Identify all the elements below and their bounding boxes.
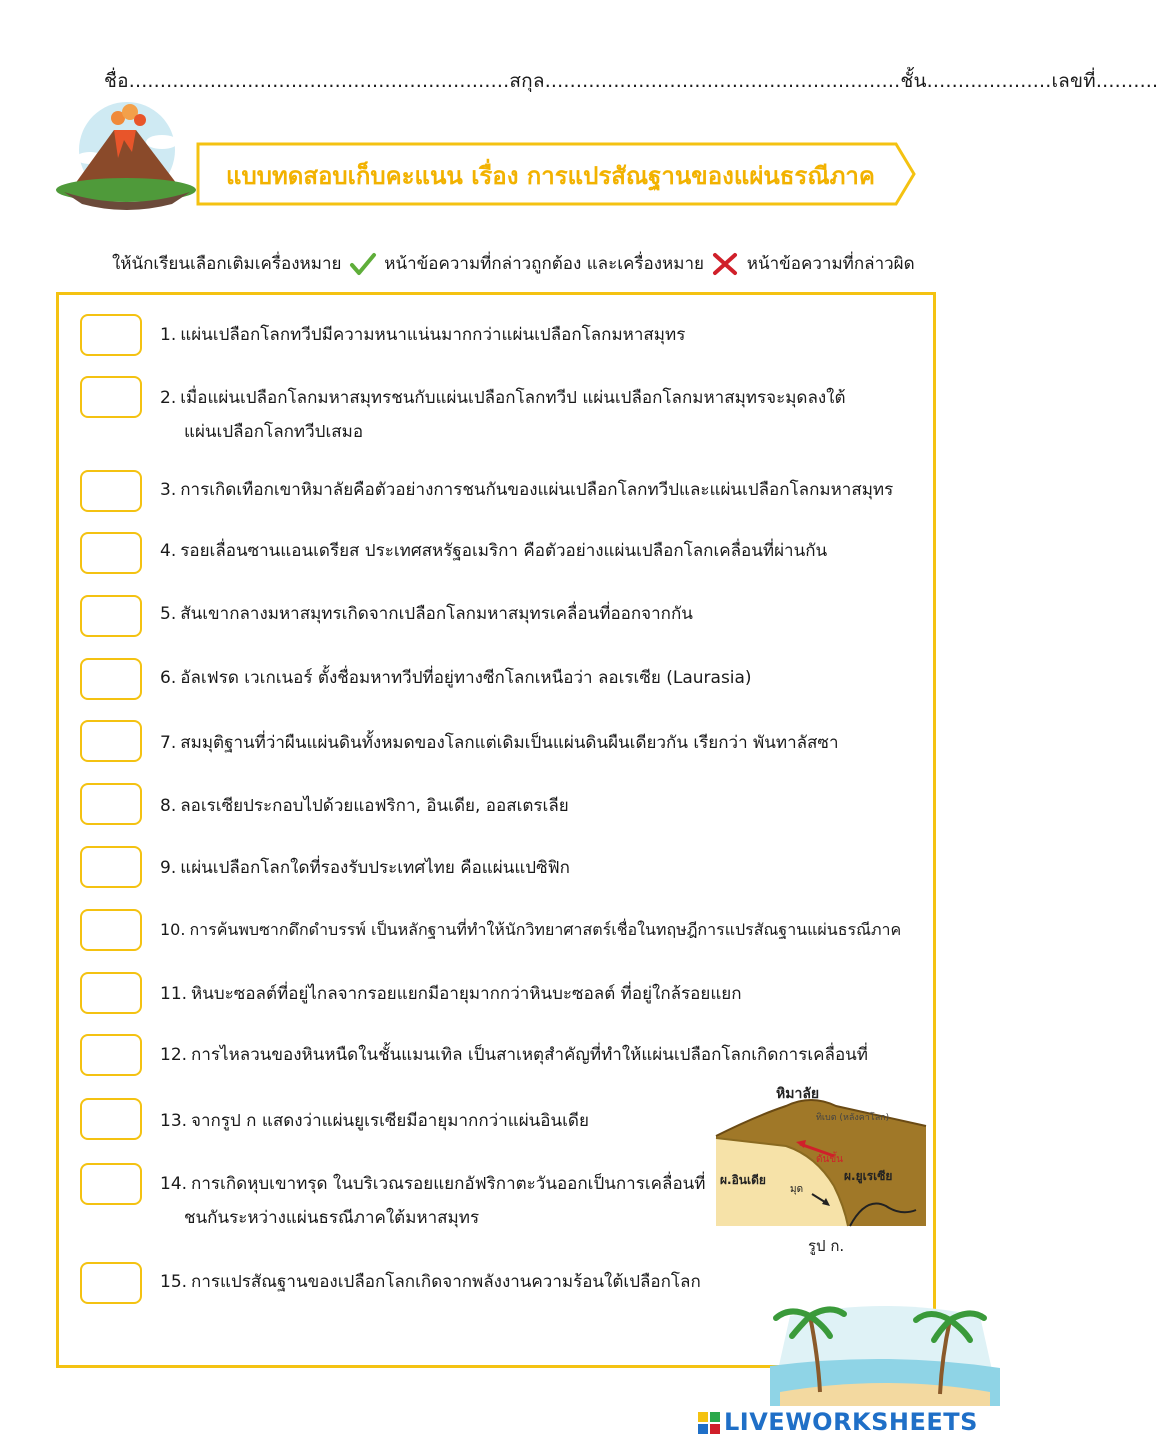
question-number: 4. [160,541,177,561]
answer-box-10[interactable] [80,909,142,951]
answer-box-8[interactable] [80,783,142,825]
question-text: อัลเฟรด เวเกเนอร์ ตั้งชื่อมหาทวีปที่อยู่ทางซีกโลกเหนือว่า ลอเรเซีย (Laurasia) [180,668,752,688]
answer-box-11[interactable] [80,972,142,1014]
answer-box-12[interactable] [80,1034,142,1076]
answer-box-14[interactable] [80,1163,142,1205]
question-1 [160,318,685,352]
beach-illustration [770,1296,1000,1406]
question-number: 9. [160,858,177,878]
label-india: ผ.อินเดีย [720,1173,766,1187]
answer-box-3[interactable] [80,470,142,512]
number-label: เลขที่ [1051,70,1096,92]
question-text: การไหลวนของหินหนืดในชั้นแมนเทิล เป็นสาเหตุสำคัญที่ทำให้แผ่นเปลือกโลกเกิดการเคลื่อนที่ [191,1045,868,1065]
question-text: จากรูป ก แสดงว่าแผ่นยูเรเซียมีอายุมากกว่าแผ่นอินเดีย [191,1111,589,1131]
question-text: สมมุติฐานที่ว่าผืนแผ่นดินทั้งหมดของโลกแต่เดิมเป็นแผ่นดินผืนเดียวกัน เรียกว่า พันทาลัสซา [180,733,839,753]
instruction [112,250,915,277]
question-4 [160,534,827,568]
surname-field[interactable]: ......................................................... [544,70,901,92]
number-field[interactable]: .......... [1095,70,1158,92]
question-number: 11. [160,984,188,1004]
question-text: การเกิดเทือกเขาหิมาลัยคือตัวอย่างการชนกันของแผ่นเปลือกโลกทวีปและแผ่นเปลือกโลกมหาสมุทร [180,480,894,500]
question-text: รอยเลื่อนซานแอนเดรียส ประเทศสหรัฐอเมริกา คือตัวอย่างแผ่นเปลือกโลกเคลื่อนที่ผ่านกัน [180,541,828,561]
question-number: 1. [160,325,177,345]
answer-box-5[interactable] [80,595,142,637]
liveworksheets-brand [698,1408,978,1436]
name-label: ชื่อ [104,70,129,92]
name-field[interactable]: ............................................................. [128,70,510,92]
question-number: 15. [160,1272,188,1292]
question-7 [160,726,839,760]
figure-caption: รูป ก. [808,1237,845,1255]
instruction-part2: หน้าข้อความที่กล่าวถูกต้อง และเครื่องหมาย [384,254,704,274]
question-text: การเกิดหุบเขาทรุด ในบริเวณรอยแยกอัฟริกาตะวันออกเป็นการเคลื่อนที่ [191,1174,706,1194]
question-number: 7. [160,733,177,753]
question-text: การค้นพบซากดึกดำบรรพ์ เป็นหลักฐานที่ทำให้นักวิทยาศาสตร์เชื่อในทฤษฎีการแปรสัณฐานแผ่นธรณีภาค [189,920,902,939]
label-himalaya: หิมาลัย [776,1086,820,1102]
class-label: ชั้น [900,70,927,92]
question-8 [160,789,569,823]
question-number: 13. [160,1111,188,1131]
student-info-line [104,66,1158,96]
question-text-continued: ชนกันระหว่างแผ่นธรณีภาคใต้มหาสมุทร [184,1208,480,1228]
question-text-continued: แผ่นเปลือกโลกทวีปเสมอ [184,422,364,442]
title-banner [196,142,916,206]
question-text: หินบะซอลต์ที่อยู่ไกลจากรอยแยกมีอายุมากกว่าหินบะซอลต์ ที่อยู่ใกล้รอยแยก [191,984,742,1004]
check-icon [350,252,376,276]
answer-box-7[interactable] [80,720,142,762]
cross-icon [712,252,738,276]
question-13 [160,1104,589,1138]
question-number: 10. [160,920,186,939]
instruction-part1: ให้นักเรียนเลือกเติมเครื่องหมาย [112,254,342,274]
question-3 [160,473,893,507]
question-text: แผ่นเปลือกโลกใดที่รองรับประเทศไทย คือแผ่นแปซิฟิก [180,858,570,878]
question-number: 14. [160,1174,188,1194]
plate-collision-diagram [716,1076,926,1226]
question-number: 5. [160,604,177,624]
question-text: แผ่นเปลือกโลกทวีปมีความหนาแน่นมากกว่าแผ่นเปลือกโลกมหาสมุทร [180,325,686,345]
question-2 [160,381,846,449]
answer-box-2[interactable] [80,376,142,418]
class-field[interactable]: .................... [926,70,1052,92]
page-title: แบบทดสอบเก็บคะแนน เรื่อง การแปรสัณฐานของแผ่นธรณีภาค [226,162,875,190]
answer-box-4[interactable] [80,532,142,574]
label-tibet: ทิเบต (หลังคาโลก) [816,1113,890,1123]
answer-box-9[interactable] [80,846,142,888]
question-11 [160,977,742,1011]
label-subduct: มุด [790,1184,804,1195]
answer-box-13[interactable] [80,1098,142,1140]
question-number: 6. [160,668,177,688]
answer-box-15[interactable] [80,1262,142,1304]
brand-text: LIVEWORKSHEETS [724,1408,978,1436]
question-5 [160,597,693,631]
question-14 [160,1167,706,1235]
question-6 [160,661,752,695]
question-10 [160,913,901,947]
question-text: สันเขากลางมหาสมุทรเกิดจากเปลือกโลกมหาสมุทรเคลื่อนที่ออกจากกัน [180,604,693,624]
question-number: 12. [160,1045,188,1065]
question-text: การแปรสัณฐานของเปลือกโลกเกิดจากพลังงานความร้อนใต้เปลือกโลก [191,1272,701,1292]
instruction-part3: หน้าข้อความที่กล่าวผิด [746,254,915,274]
surname-label: สกุล [509,70,545,92]
question-number: 8. [160,796,177,816]
label-push: ดันขึ้น [816,1154,844,1165]
label-eurasia: ผ.ยูเรเซีย [844,1169,893,1183]
question-number: 2. [160,388,177,408]
question-number: 3. [160,480,177,500]
question-15 [160,1265,701,1299]
volcano-illustration [52,100,202,212]
answer-box-1[interactable] [80,314,142,356]
liveworksheets-logo-icon [698,1412,720,1434]
question-text: ลอเรเซียประกอบไปด้วยแอฟริกา, อินเดีย, ออสเตรเลีย [180,796,569,816]
question-9 [160,851,570,885]
question-12 [160,1038,868,1072]
answer-box-6[interactable] [80,658,142,700]
question-text: เมื่อแผ่นเปลือกโลกมหาสมุทรชนกับแผ่นเปลือกโลกทวีป แผ่นเปลือกโลกมหาสมุทรจะมุดลงใต้ [180,388,846,408]
